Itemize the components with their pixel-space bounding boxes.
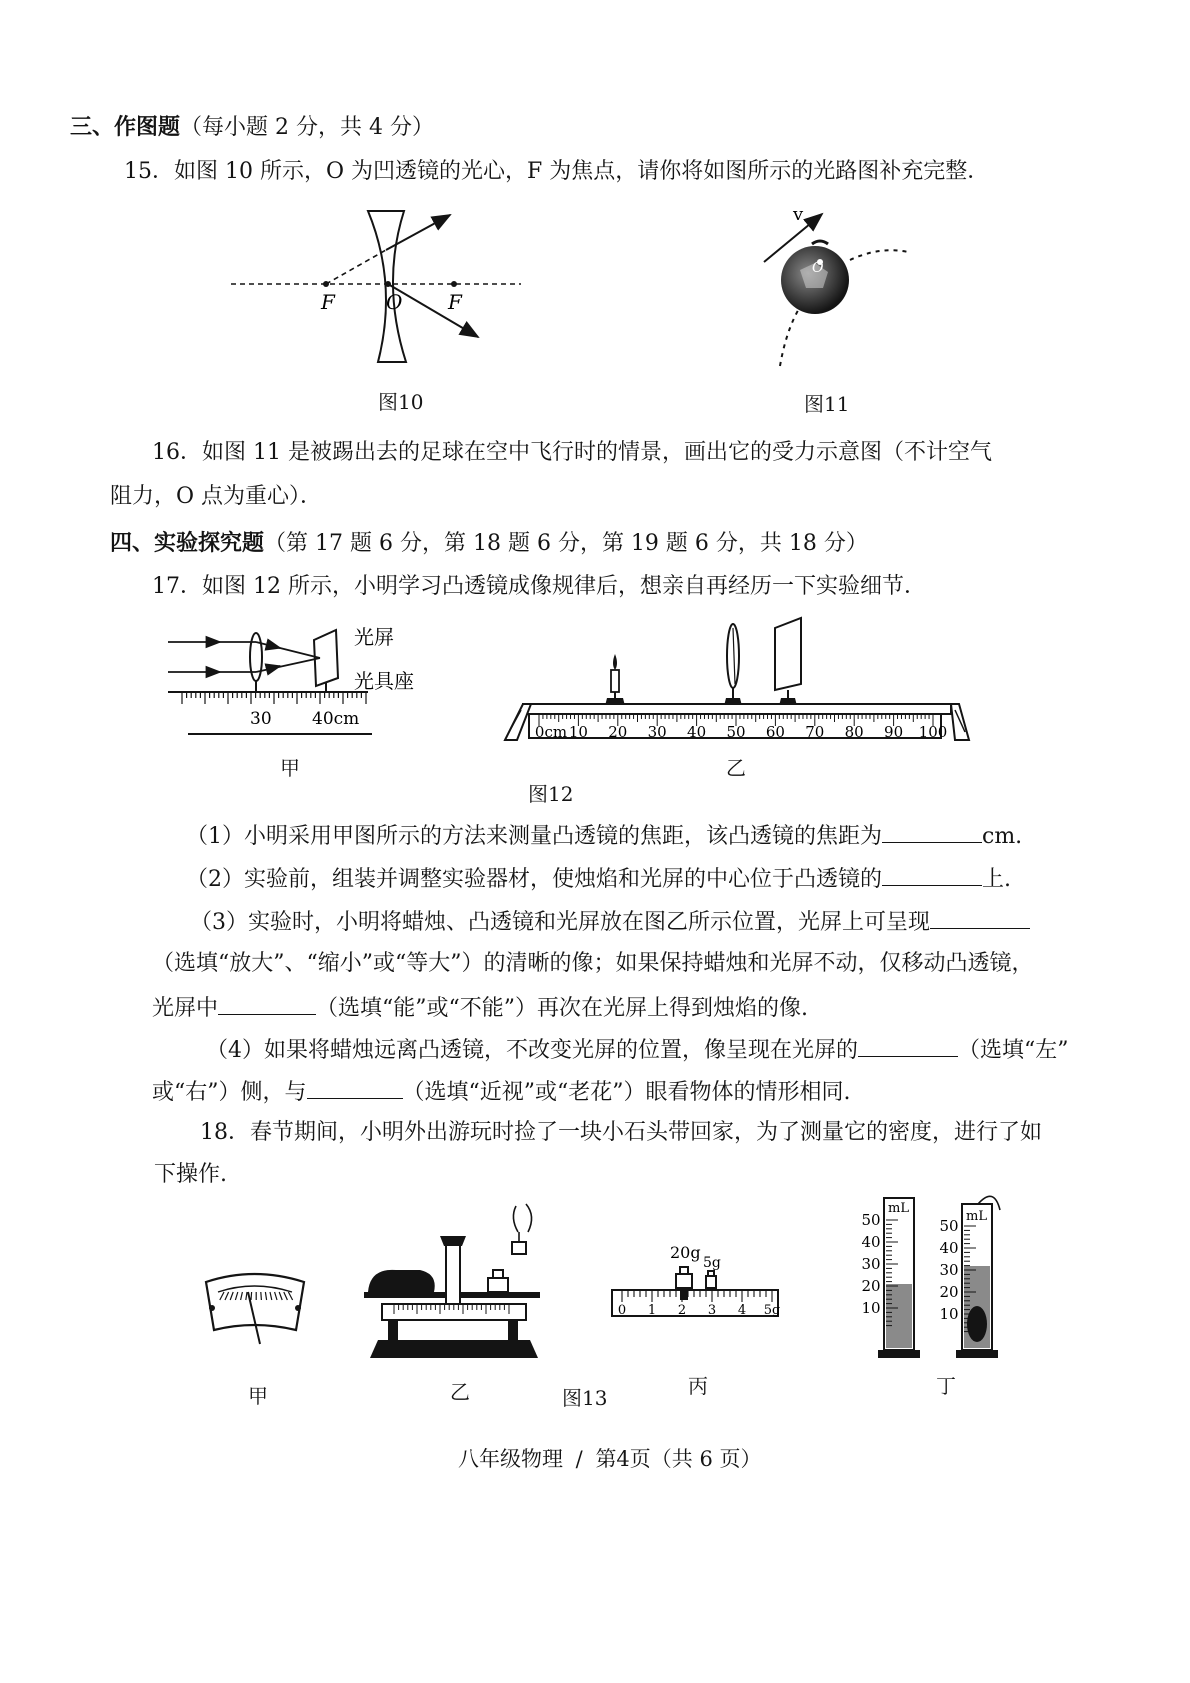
cylinder-before [878,1198,920,1358]
fig12-jia-tick-40: 40cm [312,709,360,729]
fig11-label-o: O [812,260,824,276]
fig12-jia-base-label: 光具座 [354,669,414,693]
q17-part-4-text: （4）如果将蜡烛远离凸透镜，不改变光屏的位置，像呈现在光屏的 [206,1038,858,1063]
rider-scale-label: 3 [707,1303,717,1318]
q17-part-1 [186,820,1022,852]
fig12-yi-label: 10 [568,723,588,741]
fig12-jia-screen-label: 光屏 [354,625,394,649]
cylinder-scale-label: 40 [861,1233,881,1251]
q17-part-4-line-2 [152,1076,850,1108]
q17-part-3-line-1 [190,906,1030,938]
q17-part-1-blank[interactable] [882,820,982,843]
fig12-yi-label: 40 [687,723,707,741]
figure-12-yi-diagram [503,612,973,752]
q17-part-2 [186,863,1011,895]
fig10-label-f-right: F [448,290,462,314]
q17-part-3-line-2: （选填“放大”、“缩小”或“等大”）的清晰的像；如果保持蜡烛和光屏不动，仅移动凸透镜， [152,951,1034,976]
figure-13-jia-dial [196,1270,316,1360]
q17-part-4-lead: 或“右”）侧，与 [152,1080,307,1105]
q17-part-4-tail: （选填“近视”或“老花”）眼看物体的情形相同. [402,1080,851,1105]
q17-part-3-lead: 光屏中 [152,996,219,1021]
rider-scale-label: 5g [763,1303,781,1318]
rider [680,1290,688,1300]
cylinder-scale-label: 30 [861,1255,881,1273]
section-3-score: （每小题 2 分，共 4 分） [180,115,434,140]
footer-subject: 八年级物理 [458,1447,563,1471]
weight-5g-label: 5g [703,1255,721,1271]
figure-13-jia-caption: 甲 [248,1384,268,1408]
rider-scale-label: 4 [737,1303,747,1318]
figure-13-yi-caption: 乙 [450,1380,470,1404]
fig12-yi-label: 70 [805,723,825,741]
section-4-score: （第 17 题 6 分，第 18 题 6 分，第 19 题 6 分，共 18 分） [264,531,868,556]
cyl2-ml: mL [966,1209,987,1224]
figure-13-yi-balance [360,1198,560,1368]
cyl1-ml: mL [888,1201,909,1216]
question-15: 15．如图 10 所示，O 为凹透镜的光心，F 为焦点，请你将如图所示的光路图补充完整． [124,159,990,184]
fig12-yi-label: 90 [884,723,904,741]
q17-part-2-tail: 上. [982,867,1011,892]
figure-12-caption: 图12 [528,782,574,806]
cylinder-scale-label: 30 [939,1261,959,1279]
cylinder-scale-label: 50 [939,1217,959,1235]
cylinder-scale-label: 40 [939,1239,959,1257]
q17-part-3-blank-1[interactable] [930,906,1030,929]
q17-part-3-text: （3）实验时，小明将蜡烛、凸透镜和光屏放在图乙所示位置，光屏上可呈现 [190,910,930,935]
figure-13-bing-scale [610,1240,790,1330]
rider-scale-label: 0 [617,1303,627,1318]
question-16-line-2: 阻力，O 点为重心）． [110,484,323,509]
figure-13-ding-cylinders [858,1190,1018,1370]
q17-part-2-text: （2）实验前，组装并调整实验器材，使烛焰和光屏的中心位于凸透镜的 [186,867,882,892]
rider-scale-label: 1 [647,1303,657,1318]
figure-13-ding-caption: 丁 [936,1374,956,1398]
page-footer: 八年级物理 / 第4页（共 6 页） [458,1447,762,1471]
stone [368,1270,435,1292]
figure-12-jia-caption: 甲 [280,756,300,780]
question-18-line-1: 18．春节期间，小明外出游玩时捡了一块小石头带回家，为了测量它的密度，进行了如 [200,1120,1042,1145]
section-3-heading [70,112,434,143]
figure-11-diagram [760,198,960,378]
cylinder-after [956,1196,1000,1358]
figure-13-bing-caption: 丙 [688,1374,708,1398]
fig12-yi-label: 80 [844,723,864,741]
cylinder-scale-label: 20 [861,1277,881,1295]
cylinder-scale-label: 10 [939,1305,959,1323]
weight-20g-label: 20g [670,1243,701,1262]
q17-part-3-line-3 [152,992,808,1024]
cylinder-scale-label: 20 [939,1283,959,1301]
section-3-title: 三、作图题 [70,114,181,140]
cylinder-scale-label: 10 [861,1299,881,1317]
figure-12-yi-caption: 乙 [726,756,746,780]
fig12-yi-label: 20 [608,723,628,741]
fig12-yi-label: 50 [726,723,746,741]
section-4-title: 四、实验探究题 [110,530,265,556]
figure-10-caption: 图10 [378,390,424,414]
fig12-yi-label: 30 [647,723,667,741]
cylinder-scale-label: 50 [861,1211,881,1229]
q17-part-4-line-1 [206,1034,1069,1066]
q17-part-1-unit: cm. [982,824,1023,849]
figure-13-caption: 图13 [562,1386,608,1410]
question-17: 17．如图 12 所示，小明学习凸透镜成像规律后，想亲自再经历一下实验细节． [152,574,926,599]
footer-page: 第4页（共 6 页） [595,1447,762,1471]
figure-12-jia-diagram [168,620,438,740]
figure-11-caption: 图11 [804,392,850,416]
section-4-heading [110,528,868,559]
fig10-label-f-left: F [321,290,335,314]
fig12-yi-label: 0cm [534,723,568,741]
q17-part-3-tail: （选填“能”或“不能”）再次在光屏上得到烛焰的像. [316,996,808,1021]
q17-part-4-option: （选填“左” [958,1038,1069,1063]
q17-part-4-blank-1[interactable] [858,1034,958,1057]
fig10-label-o: O [386,290,403,314]
question-16-line-1: 16．如图 11 是被踢出去的足球在空中飞行时的情景，画出它的受力示意图（不计空气 [152,440,992,465]
rider-scale-label: 2 [677,1303,687,1318]
fig12-yi-label: 100 [918,723,948,741]
fig12-yi-label: 60 [765,723,785,741]
question-18-line-2: 下操作. [154,1162,227,1187]
q17-part-2-blank[interactable] [882,863,982,886]
fig12-jia-tick-30: 30 [250,709,272,729]
fig11-label-v: v [793,204,804,225]
q17-part-3-blank-2[interactable] [218,992,316,1015]
q17-part-1-text: （1）小明采用甲图所示的方法来测量凸透镜的焦距，该凸透镜的焦距为 [186,824,882,849]
q17-part-4-blank-2[interactable] [307,1076,403,1099]
figure-10-diagram [226,205,556,375]
